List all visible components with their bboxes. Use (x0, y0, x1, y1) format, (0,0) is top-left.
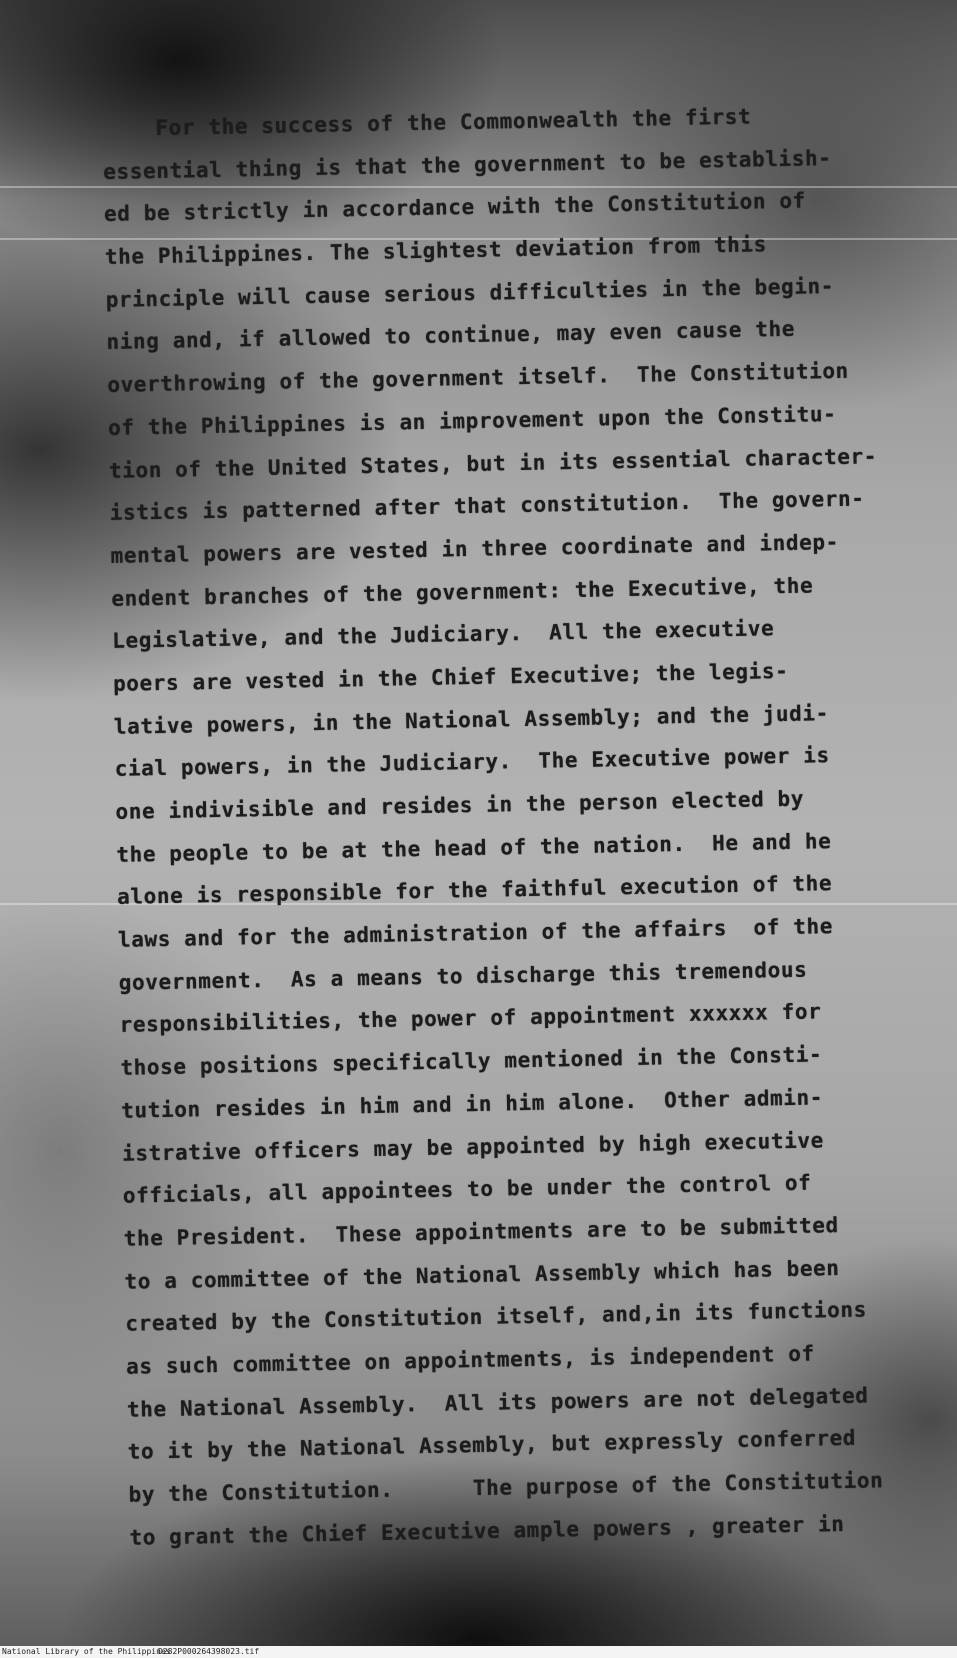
text-line: to it by the National Assembly, but expressly conferred (127, 1426, 857, 1465)
text-line: ning and, if allowed to continue, may even cause the (106, 317, 796, 355)
text-line: For the success of the Commonwealth the first (102, 104, 752, 141)
text-line: istrative officers may be appointed by high executive (121, 1127, 825, 1166)
text-line: the President. These appointments are to be submitted (123, 1212, 839, 1251)
text-line: tion of the United States, but in its essential character- (108, 443, 878, 483)
text-line: endent branches of the government: the Executive, the (111, 572, 814, 611)
text-line: mental powers are vested in three coordinate and indep- (110, 529, 840, 568)
text-line: alone is responsible for the faithful execution of the (116, 871, 833, 910)
text-line: government. As a means to discharge this tremendous (118, 957, 808, 995)
text-line: those positions specifically mentioned in the Consti- (120, 1042, 823, 1080)
text-line: ed be strictly in accordance with the Constitution of (103, 188, 807, 227)
text-line: istics is patterned after that constitution. The govern- (109, 486, 865, 526)
text-line: of the Philippines is an improvement upon the Constitu- (107, 401, 837, 440)
text-line: responsibilities, the power of appointment xxxxxx for (119, 999, 822, 1038)
footer-filename: D282P000264398023.tif (158, 1647, 260, 1656)
text-line: tution resides in him and in him alone. Other admin- (121, 1085, 824, 1123)
text-line: cial powers, in the Judiciary. The Executive power is (114, 743, 830, 782)
text-line: officials, all appointees to be under the control of (122, 1170, 812, 1208)
text-line: essential thing is that the government to be establish- (102, 145, 832, 184)
text-line: one indivisible and resides in the person elected by (115, 786, 805, 824)
text-line: laws and for the administration of the affairs of the (117, 914, 834, 952)
scan-footer (0, 1646, 957, 1658)
text-line: created by the Constitution itself, and,in its functions (125, 1297, 868, 1337)
text-line: the National Assembly. All its powers are not delegated (126, 1383, 869, 1422)
text-line: as such committee on appointments, is independent of (125, 1341, 815, 1379)
text-line: principle will cause serious difficulties in the begin- (105, 273, 835, 312)
text-line: by the Constitution. The purpose of the Constitution (128, 1468, 884, 1507)
footer-source: National Library of the Philippines (2, 1647, 171, 1656)
typewritten-text (102, 92, 950, 1559)
text-line: to a committee of the National Assembly which has been (124, 1255, 840, 1294)
text-line: the people to be at the head of the nation. He and he (116, 828, 832, 867)
text-line: poers are vested in the Chief Executive; the legis- (112, 658, 789, 696)
text-line: to grant the Chief Executive ample powers , greater in (129, 1511, 845, 1550)
text-line: overthrowing of the government itself. The Constitution (107, 358, 850, 398)
text-line: lative powers, in the National Assembly; and the judi- (113, 700, 830, 739)
text-line: Legislative, and the Judiciary. All the executive (112, 616, 775, 654)
text-line: the Philippines. The slightest deviation from this (104, 232, 768, 270)
